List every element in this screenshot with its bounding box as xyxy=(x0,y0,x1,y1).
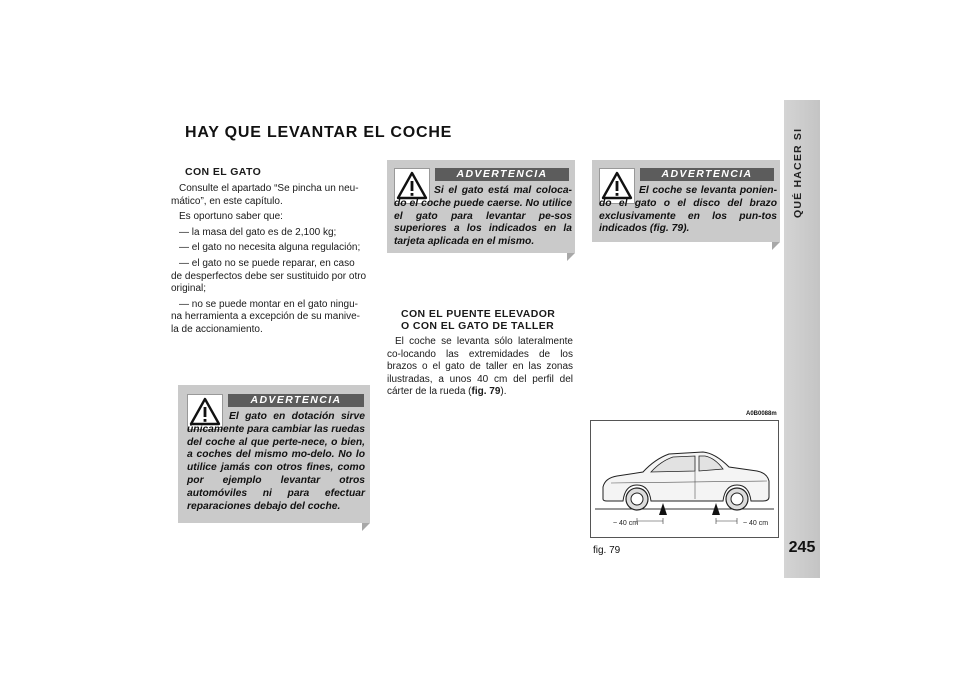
page-title: HAY QUE LEVANTAR EL COCHE xyxy=(185,124,453,141)
chapter-label: QUÉ HACER SI xyxy=(792,127,804,218)
section-heading-line: O CON EL GATO DE TALLER xyxy=(401,320,555,332)
paragraph: — la masa del gato es de 2,100 kg; xyxy=(179,226,337,238)
paragraph: — el gato no se puede reparar, en caso de desperfectos debe ser sustituido por otro original; xyxy=(171,257,367,295)
paragraph-text: ). xyxy=(500,386,507,398)
figure-reference[interactable]: fig. 79 xyxy=(471,386,501,398)
figure-lift-points xyxy=(590,420,779,538)
warning-text: El gato en dotación sirve únicamente para cambiar las ruedas del coche al que perte-nece, o bien, a coches del mismo mo-delo. No lo utilice jamás con otros fines, como por ejemplo levantar otros automóviles ni para efectuar reparaciones debajo del coche. xyxy=(187,411,365,512)
left-measure-label: ~ 40 cm xyxy=(613,520,639,527)
paragraph: Consulte el apartado “Se pincha un neu-mático”, en este capítulo. xyxy=(171,183,359,207)
section-heading-line: CON EL PUENTE ELEVADOR xyxy=(401,308,556,320)
warning-label: ADVERTENCIA xyxy=(640,168,774,181)
warning-label: ADVERTENCIA xyxy=(228,394,364,407)
warning-box-jack-position xyxy=(387,160,575,253)
warning-box-lift-points xyxy=(592,160,780,242)
section-lift xyxy=(387,308,573,402)
right-measure-label: ~ 40 cm xyxy=(743,520,769,527)
paragraph: — el gato no necesita alguna regulación; xyxy=(179,242,361,254)
section-heading-lift xyxy=(401,308,573,332)
figure-code: A0B0088m xyxy=(746,411,777,417)
paragraph: Es oportuno saber que: xyxy=(179,211,283,223)
page-number: 245 xyxy=(788,539,816,556)
figure-caption: fig. 79 xyxy=(593,545,621,556)
warning-text: El coche se levanta ponien-do el gato o el disco del brazo exclusivamente en los pun-tos indicados (fig. 79). xyxy=(599,185,777,235)
warning-text: Si el gato está mal coloca-do el coche puede caerse. No utilice el gato para levantar pe-sos superiores a los indicados en la tarjeta aplicada en el mismo. xyxy=(394,185,572,248)
section-heading-jack: CON EL GATO xyxy=(185,166,262,178)
warning-label: ADVERTENCIA xyxy=(435,168,569,181)
paragraph-text: El coche se levanta sólo lateralmente co-locando las extremidades de los brazos o el gato de taller en las zonas ilustradas, a unos 40 cm del perfil del cárter de la rueda ( xyxy=(387,336,573,398)
paragraph xyxy=(387,336,573,399)
car-side-illustration xyxy=(591,421,778,537)
warning-box-jack-use xyxy=(178,385,370,523)
section-jack xyxy=(171,166,367,340)
paragraph: — no se puede montar en el gato ningu-na herramienta a excepción de su manive-la de accionamiento. xyxy=(171,298,360,335)
